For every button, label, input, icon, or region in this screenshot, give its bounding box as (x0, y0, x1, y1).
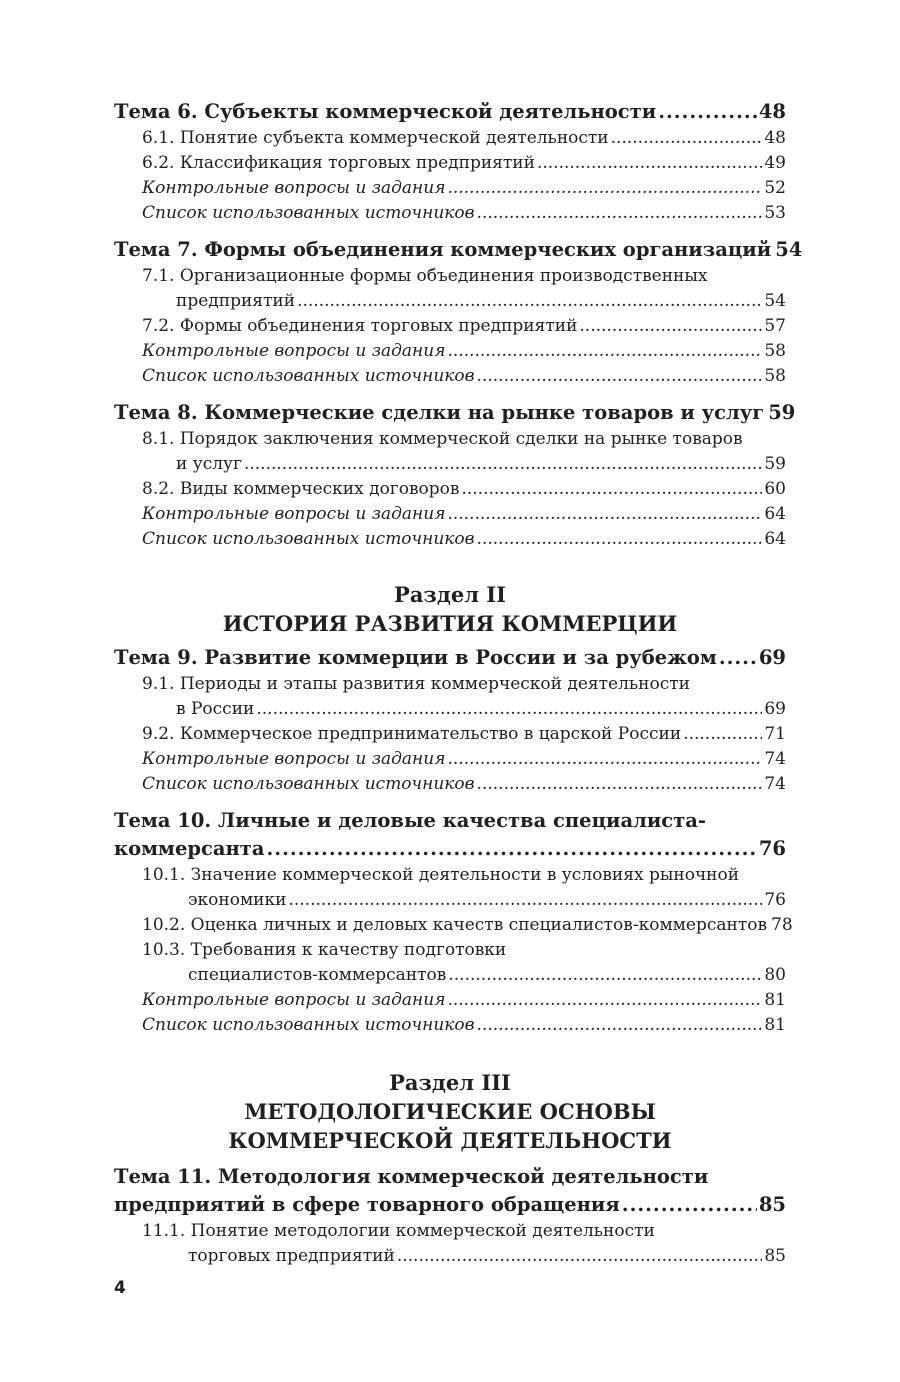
topic-title: Тема 8. Коммерческие сделки на рынке товаров и услуг (114, 401, 765, 424)
topic-page: 54 (775, 238, 803, 261)
toc-questions-10[interactable]: Контрольные вопросы и задания ..... 81 (114, 988, 786, 1013)
topic-6-heading[interactable] (114, 98, 786, 126)
toc-sources-8[interactable]: Список использованных источников ..... 64 (114, 527, 786, 552)
topic-8-heading[interactable] (114, 399, 796, 427)
topic-title: Тема 10. Личные и деловые качества специалиста- (114, 809, 706, 832)
topic-title: Тема 11. Методология коммерческой деятельности (114, 1165, 709, 1188)
toc-item-6-2[interactable]: 6.2. Классификация торговых предприятий ..... 49 (114, 151, 786, 176)
toc-sources-6[interactable]: Список использованных источников ..... 53 (114, 201, 786, 226)
toc-questions-7[interactable]: Контрольные вопросы и задания ..... 58 (114, 339, 786, 364)
topic-title: Тема 7. Формы объединения коммерческих организаций (114, 238, 772, 261)
page-number: 4 (114, 1278, 126, 1298)
toc-item-11-1[interactable]: 11.1. Понятие методологии коммерческой деятельности торговых предприятий ..... 85 (114, 1219, 786, 1269)
section-label: Раздел II (394, 582, 506, 607)
topic-page: 59 (768, 401, 796, 424)
topic-page: 69 (758, 646, 786, 669)
toc-questions-9[interactable]: Контрольные вопросы и задания ..... 74 (114, 747, 786, 772)
topic-page: 76 (758, 837, 786, 860)
topic-page: 48 (758, 100, 786, 123)
topic-11-heading[interactable]: Тема 11. Методология коммерческой деятельности предприятий в сфере товарного обращения ..... 85 (114, 1163, 786, 1219)
topic-page: 85 (758, 1193, 786, 1216)
toc-item-7-1[interactable]: 7.1. Организационные формы объединения производственных предприятий ..... 54 (114, 264, 786, 314)
topic-9-heading[interactable] (114, 644, 786, 672)
toc-item-6-1[interactable]: 6.1. Понятие субъекта коммерческой деятельности ..... 48 (114, 126, 786, 151)
topic-10-heading[interactable]: Тема 10. Личные и деловые качества специалиста- коммерсанта ..... 76 (114, 807, 786, 863)
toc-sources-10[interactable]: Список использованных источников ..... 81 (114, 1013, 786, 1038)
toc-item-8-2[interactable]: 8.2. Виды коммерческих договоров ..... 60 (114, 477, 786, 502)
section-title-line-2: КОММЕРЧЕСКОЙ ДЕЯТЕЛЬНОСТИ (228, 1128, 672, 1153)
toc-item-9-2[interactable]: 9.2. Коммерческое предпринимательство в царской России ..... 71 (114, 722, 786, 747)
section-2-heading (114, 580, 786, 638)
toc-questions-6[interactable]: Контрольные вопросы и задания ..... 52 (114, 176, 786, 201)
topic-title: Тема 9. Развитие коммерции в России и за рубежом (114, 646, 717, 669)
section-title: ИСТОРИЯ РАЗВИТИЯ КОММЕРЦИИ (222, 611, 678, 636)
toc-item-10-2[interactable]: 10.2. Оценка личных и деловых качеств специалистов-коммерсантов 78 (142, 915, 793, 935)
topic-7-heading[interactable] (114, 236, 803, 264)
toc-item-9-1[interactable]: 9.1. Периоды и этапы развития коммерческой деятельности в России ..... 69 (114, 672, 786, 722)
section-label: Раздел III (389, 1070, 511, 1095)
toc-item-8-1[interactable]: 8.1. Порядок заключения коммерческой сделки на рынке товаров и услуг ..... 59 (114, 427, 786, 477)
section-3-heading (114, 1068, 786, 1155)
topic-title: Тема 6. Субъекты коммерческой деятельности (114, 100, 657, 123)
toc-item-7-2[interactable]: 7.2. Формы объединения торговых предприятий ..... 57 (114, 314, 786, 339)
toc-item-10-1[interactable]: 10.1. Значение коммерческой деятельности в условиях рыночной экономики ..... 76 (114, 863, 786, 913)
toc-sources-7[interactable]: Список использованных источников ..... 58 (114, 364, 786, 389)
section-title: МЕТОДОЛОГИЧЕСКИЕ ОСНОВЫ (244, 1099, 656, 1124)
table-of-contents (114, 98, 803, 1269)
toc-sources-9[interactable]: Список использованных источников ..... 74 (114, 772, 786, 797)
toc-item-10-3[interactable]: 10.3. Требования к качеству подготовки специалистов-коммерсантов ..... 80 (114, 938, 786, 988)
toc-questions-8[interactable]: Контрольные вопросы и задания ..... 64 (114, 502, 786, 527)
